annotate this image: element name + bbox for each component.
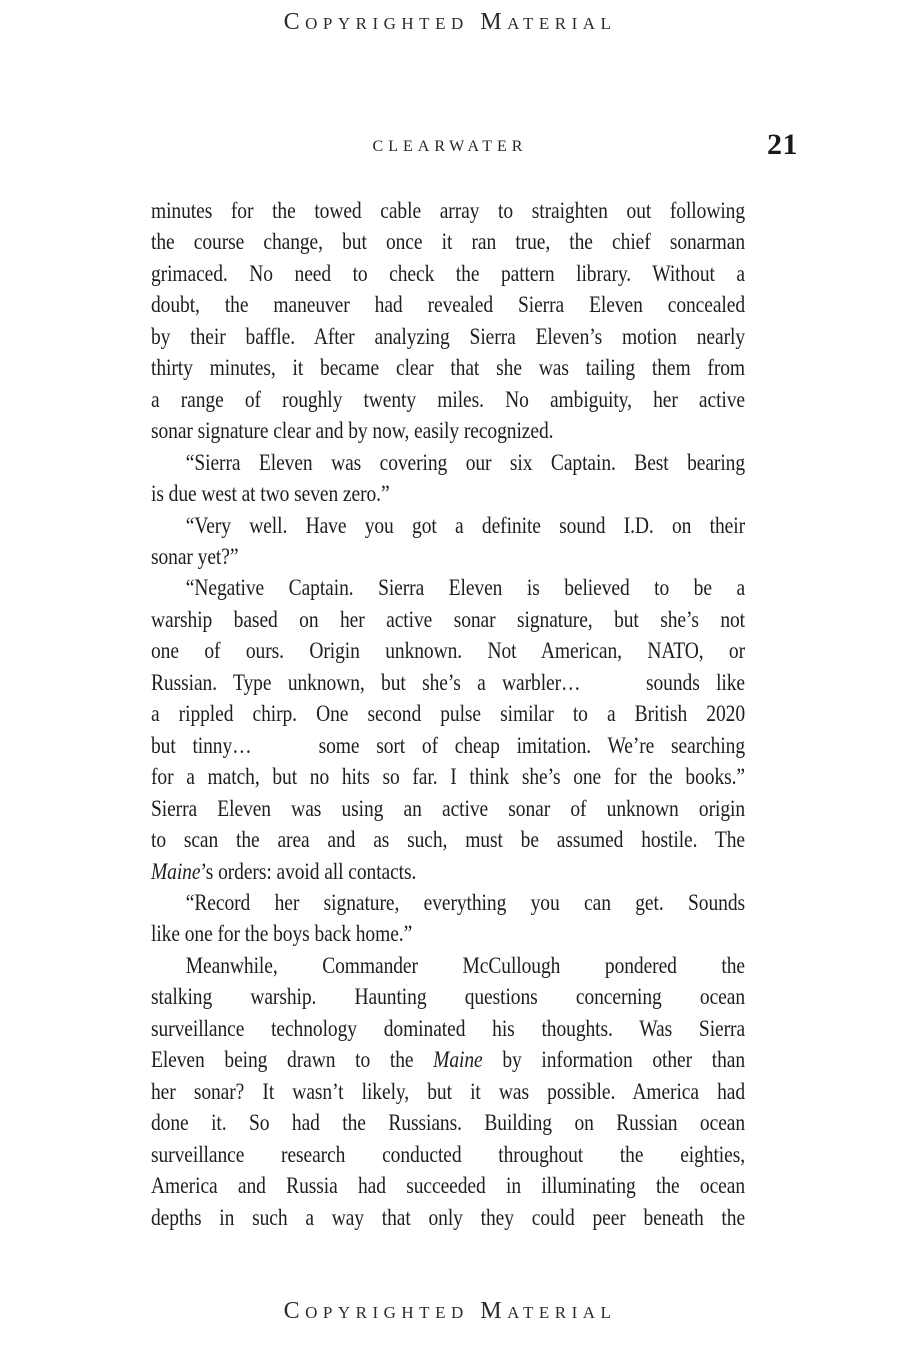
page-number: 21 [767,128,798,161]
body-line: one of ours. Origin unknown. Not American, NATO, or [151,638,746,664]
body-line: warship based on her active sonar signature, but she’s not [151,606,746,632]
body-line: “Very well. Have you got a definite sound I.D. on their [185,512,746,538]
body-line: Sierra Eleven was using an active sonar of unknown origin [151,795,746,821]
body-line: stalking warship. Haunting questions concerning ocean [151,984,746,1010]
body-line: to scan the area and as such, must be assumed hostile. The [151,827,746,853]
body-line: “Record her signature, everything you can get. Sounds [185,889,746,915]
page-body [151,195,745,1233]
body-line: thirty minutes, it became clear that she was tailing them from [151,355,746,381]
body-line: surveillance technology dominated his thoughts. Was Sierra [151,1015,746,1041]
running-head-title: CLEARWATER [372,138,528,155]
body-line: surveillance research conducted throughout the eighties, [151,1141,746,1167]
copyright-banner-top: Copyrighted Material [283,9,617,35]
body-line: the course change, but once it ran true, the chief sonarman [151,229,746,255]
body-line: Maine’s orders: avoid all contacts. [151,858,417,884]
body-line: Russian. Type unknown, but she’s a warbler… sounds like [151,669,746,695]
body-line: depths in such a way that only they could peer beneath the [151,1204,746,1230]
body-line: sonar yet?” [151,543,239,569]
body-line: a range of roughly twenty miles. No ambiguity, her active [151,386,746,412]
body-line: a rippled chirp. One second pulse similar to a British 2020 [151,701,746,727]
body-line: Eleven being drawn to the Maine by information other than [151,1047,746,1073]
body-line: “Sierra Eleven was covering our six Captain. Best bearing [185,449,746,475]
body-line: doubt, the maneuver had revealed Sierra Eleven concealed [151,292,746,318]
body-line: done it. So had the Russians. Building on Russian ocean [151,1110,746,1136]
body-line: America and Russia had succeeded in illuminating the ocean [151,1173,746,1199]
body-line: by their baffle. After analyzing Sierra Eleven’s motion nearly [151,323,746,349]
body-line: grimaced. No need to check the pattern library. Without a [151,260,746,286]
body-line: sonar signature clear and by now, easily recognized. [151,418,554,444]
body-line: minutes for the towed cable array to straighten out following [151,198,746,223]
body-line: her sonar? It wasn’t likely, but it was possible. America had [151,1078,746,1104]
body-line: for a match, but no hits so far. I think she’s one for the books.” [151,764,746,790]
body-line: is due west at two seven zero.” [151,481,390,507]
body-line: like one for the boys back home.” [151,921,413,947]
copyright-banner-bottom: Copyrighted Material [283,1298,617,1324]
body-line: but tinny… some sort of cheap imitation. We’re searching [151,732,746,758]
body-line: “Negative Captain. Sierra Eleven is believed to be a [185,575,746,601]
body-line: Meanwhile, Commander McCullough pondered the [185,952,746,978]
